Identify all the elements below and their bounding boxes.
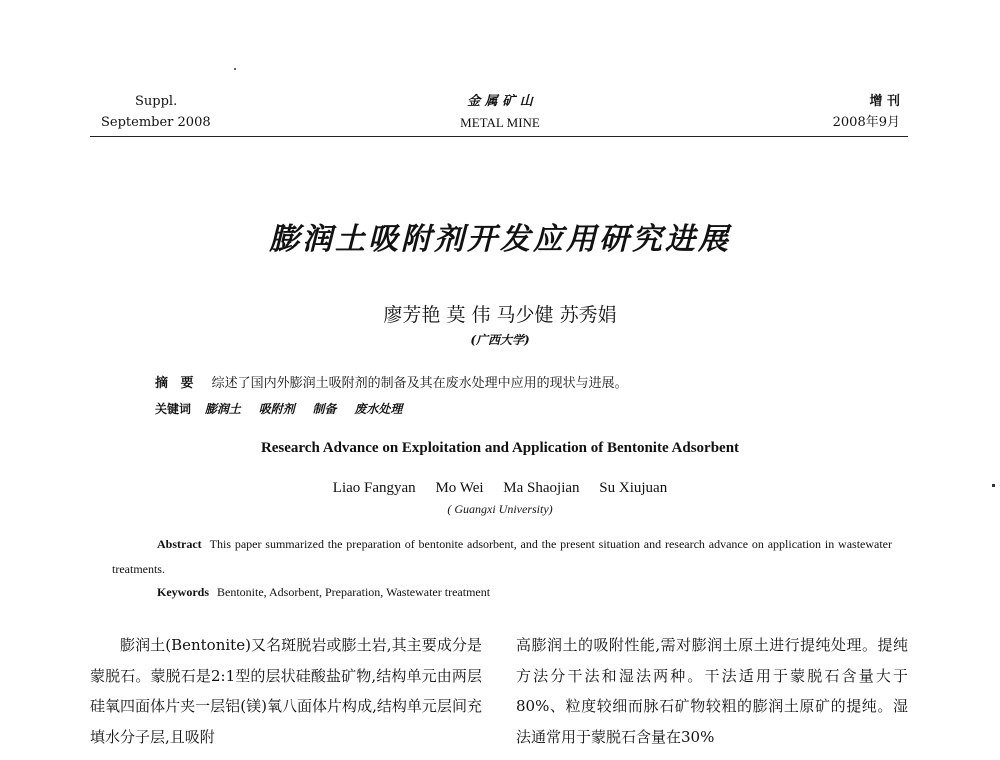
affiliation-cn: (广西大学) — [470, 333, 530, 347]
author-en: Ma Shaojian — [503, 480, 580, 496]
abstract-cn — [155, 372, 628, 391]
paper-title-en: Research Advance on Exploitation and Application of Bentonite Adsorbent — [260, 440, 740, 456]
header-rule — [90, 136, 908, 137]
keywords-cn-label: 关键词 — [155, 402, 192, 416]
author-en: Liao Fangyan — [332, 480, 416, 496]
scan-speck — [234, 68, 236, 70]
header-date-cn: 2008年9月 — [832, 115, 900, 130]
keywords-en-text: Bentonite, Adsorbent, Preparation, Wastewater treatment — [217, 585, 491, 599]
abstract-cn-label: 摘 要 — [155, 376, 198, 391]
abstract-en — [112, 532, 892, 582]
header-suppl: Suppl. — [135, 94, 178, 109]
body-column-left: 膨润土(Bentonite)又名斑脱岩或膨土岩,其主要成分是蒙脱石。蒙脱石是2:1型的层状硅酸盐矿物,结构单元由两层硅氧四面体片夹一层铝(镁)氧八面体片构成,结构单元层间充填水分子层,且吸附 — [90, 636, 482, 746]
keyword-cn: 膨润土 — [204, 402, 241, 416]
abstract-cn-text: 综述了国内外膨润土吸附剂的制备及其在废水处理中应用的现状与进展。 — [211, 376, 628, 391]
authors-cn: 廖芳艳 莫 伟 马少健 苏秀娟 — [383, 304, 617, 326]
affiliation-en: ( Guangxi University) — [447, 502, 553, 516]
header-supplement-cn: 增 刊 — [869, 94, 900, 109]
keyword-cn: 废水处理 — [354, 402, 403, 416]
abstract-en-text: This paper summarized the preparation of bentonite adsorbent, and the present situation and research advance on application in wastewater treatments. — [112, 537, 892, 576]
keywords-en — [157, 585, 490, 600]
keyword-cn: 制备 — [312, 402, 337, 416]
author-en: Mo Wei — [435, 480, 484, 496]
paper-title-cn: 膨润土吸附剂开发应用研究进展 — [269, 222, 731, 257]
authors-en — [0, 480, 1000, 497]
body-column-right: 高膨润土的吸附性能,需对膨润土原土进行提纯处理。提纯方法分干法和湿法两种。干法适用于蒙脱石含量大于80%、粒度较细而脉石矿物较粗的膨润土原矿的提纯。湿法通常用于蒙脱石含量在30% — [516, 636, 908, 746]
keywords-cn — [155, 400, 416, 417]
header-journal-cn: 金 属 矿 山 — [467, 94, 533, 109]
keyword-cn: 吸附剂 — [258, 402, 295, 416]
abstract-en-label: Abstract — [157, 537, 202, 551]
header-journal-en: METAL MINE — [460, 115, 540, 130]
author-en: Su Xiujuan — [599, 480, 668, 496]
header-date-en: September 2008 — [101, 115, 211, 130]
keywords-en-label: Keywords — [157, 585, 209, 599]
